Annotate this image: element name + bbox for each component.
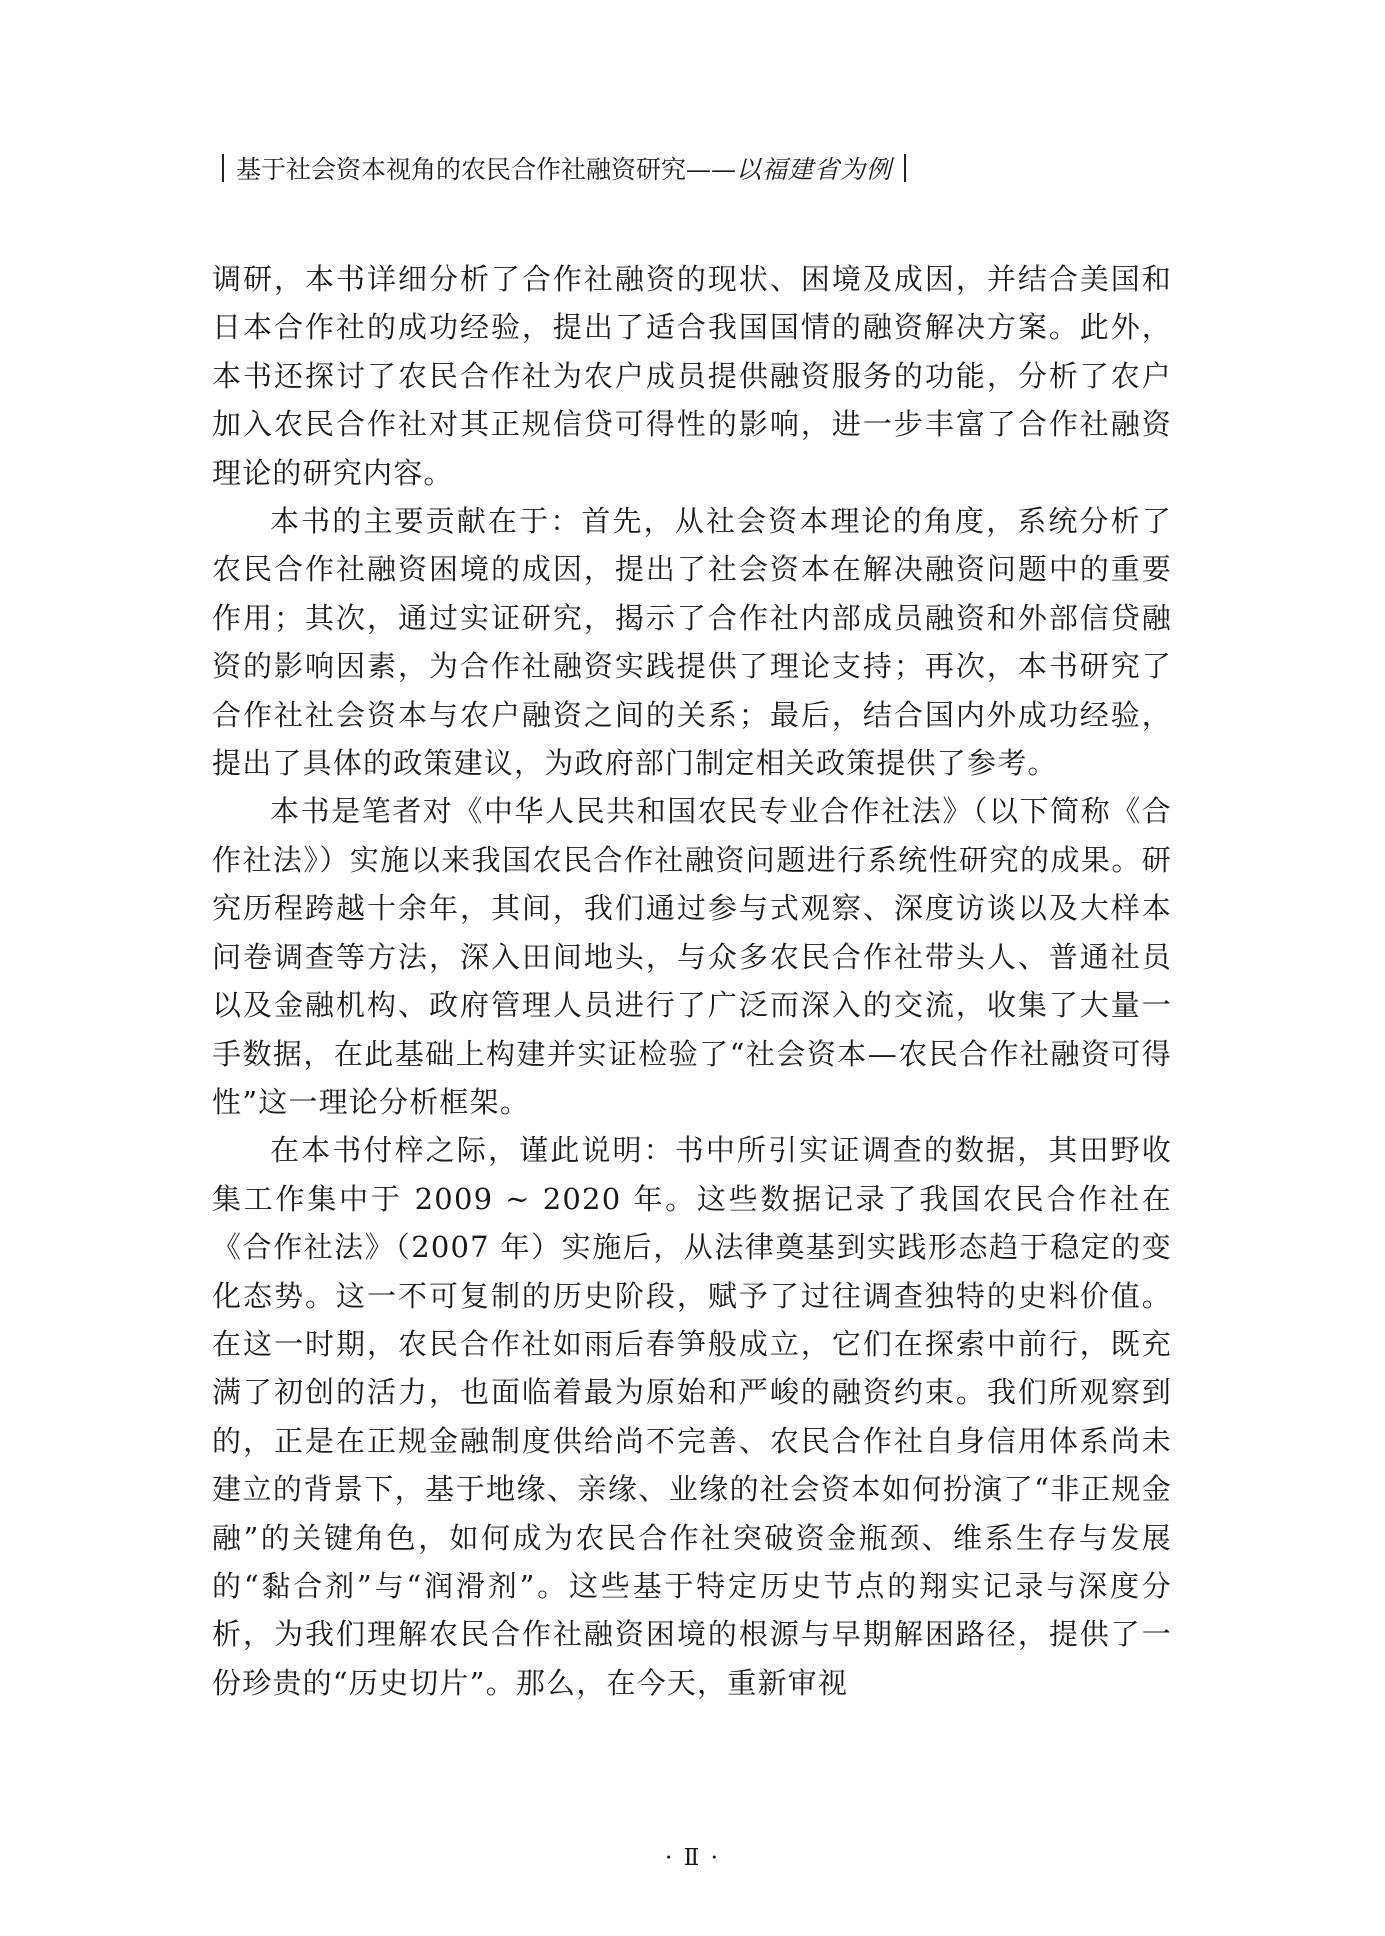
paragraph-continued: 调研，本书详细分析了合作社融资的现状、困境及成因，并结合美国和日本合作社的成功经验，提出了适合我国国情的融资解决方案。此外，本书还探讨了农民合作社为农户成员提供融资服务的功能，分析了农户加入农民合作社对其正规信贷可得性的影响，进一步丰富了合作社融资理论的研究内容。: [212, 262, 1172, 490]
header-left-rule: [222, 154, 224, 182]
paragraph-research-scope: 本书是笔者对《中华人民共和国农民专业合作社法》（以下简称《合作社法》）实施以来我国农民合作社融资问题进行系统性研究的成果。研究历程跨越十余年，其间，我们通过参与式观察、深度访谈以及大样本问卷调查等方法，深入田间地头，与众多农民合作社带头人、普通社员以及金融机构、政府管理人员进行了广泛而深入的交流，收集了大量一手数据，在此基础上构建并实证检验了“社会资本—农民合作社融资可得性”这一理论分析框架。: [212, 794, 1172, 1119]
header-subtitle: 以福建省为例: [736, 155, 893, 184]
header-title: 基于社会资本视角的农民合作社融资研究——: [236, 155, 737, 184]
paragraph-contributions: 本书的主要贡献在于：首先，从社会资本理论的角度，系统分析了农民合作社融资困境的成因，提出了社会资本在解决融资问题中的重要作用；其次，通过实证研究，揭示了合作社内部成员融资和外部信贷融资的影响因素，为合作社融资实践提供了理论支持；再次，本书研究了合作社社会资本与农户融资之间的关系；最后，结合国内外成功经验，提出了具体的政策建议，为政府部门制定相关政策提供了参考。: [212, 504, 1172, 781]
running-header: [210, 148, 1170, 188]
paragraph-data-note: 在本书付梓之际，谨此说明：书中所引实证调查的数据，其田野收集工作集中于 2009 ~ 2020 年。这些数据记录了我国农民合作社在《合作社法》（2007 年）实施后，从法律奠基到实践形态趋于稳定的变化态势。这一不可复制的历史阶段，赋予了过往调查独特的史料价值。在这一时期，农民合作社如雨后春笋般成立，它们在探索中前行，既充满了初创的活力，也面临着最为原始和严峻的融资约束。我们所观察到的，正是在正规金融制度供给尚不完善、农民合作社自身信用体系尚未建立的背景下，基于地缘、亲缘、业缘的社会资本如何扮演了“非正规金融”的关键角色，如何成为农民合作社突破资金瓶颈、维系生存与发展的“黏合剂”与“润滑剂”。这些基于特定历史节点的翔实记录与深度分析，为我们理解农民合作社融资困境的根源与早期解困路径，提供了一份珍贵的“历史切片”。那么，在今天，重新审视: [212, 1133, 1172, 1700]
page-number: · Ⅱ ·: [665, 1845, 720, 1871]
header-right-rule: [904, 154, 906, 182]
body-text: [212, 255, 1172, 1707]
